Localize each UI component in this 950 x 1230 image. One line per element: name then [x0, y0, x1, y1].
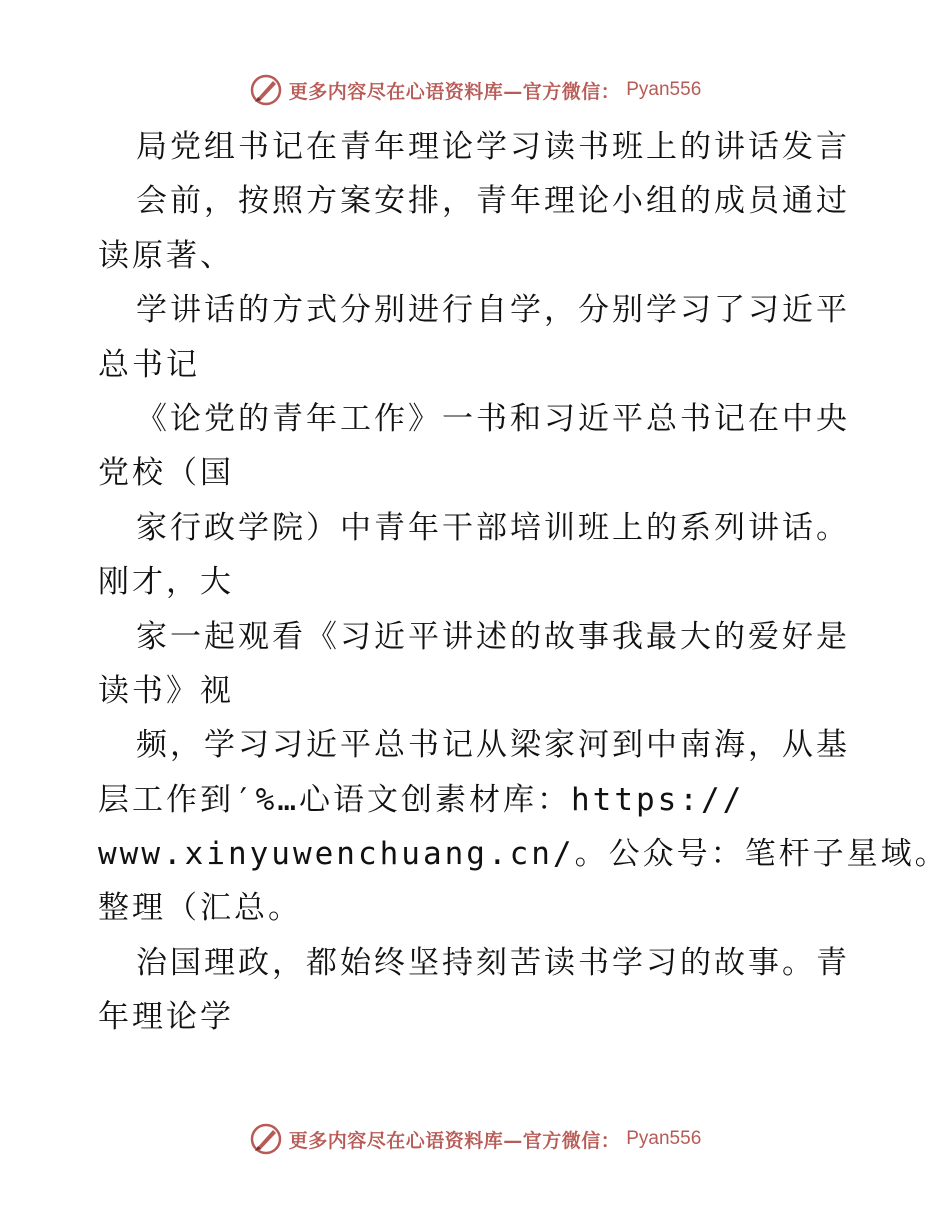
footer-banner-text: 更多内容尽在心语资料库—官方微信：: [288, 1129, 621, 1152]
quill-pen-logo-icon: [249, 1122, 283, 1156]
text-line: 读书》视: [98, 672, 234, 709]
text-line: 党校（国: [98, 455, 234, 492]
text-line: 频，学习习近平总书记从梁家河到中南海，从基: [136, 727, 850, 764]
text-line: 刚才，大: [98, 564, 234, 601]
text-line: 学讲话的方式分别进行自学，分别学习了习近平: [136, 292, 850, 329]
text-line: 年理论学: [98, 999, 234, 1036]
text-line: 家一起观看《习近平讲述的故事我最大的爱好是: [136, 618, 850, 655]
text-line: 治国理政，都始终坚持刻苦读书学习的故事。青: [136, 944, 850, 981]
text-line: www.xinyuwenchuang.cn/。公众号：笔杆子星域。: [98, 836, 949, 873]
text-line: 整理（汇总。: [98, 890, 302, 927]
header-banner-contact: Pyan556: [626, 79, 702, 100]
text-line: 《论党的青年工作》一书和习近平总书记在中央: [136, 400, 850, 437]
document-body: [98, 120, 949, 1045]
text-line: 会前，按照方案安排，青年理论小组的成员通过: [136, 183, 850, 220]
text-line: 读原著、: [98, 237, 234, 274]
header-banner-text: 更多内容尽在心语资料库—官方微信：: [288, 80, 621, 103]
text-line: 层工作到′%…心语文创素材库：https://: [98, 781, 745, 818]
quill-pen-logo-icon: [249, 73, 283, 107]
footer-banner-contact: Pyan556: [626, 1128, 702, 1149]
text-line: 总书记: [98, 346, 200, 383]
header-watermark-banner: [0, 70, 950, 110]
document-title: 局党组书记在青年理论学习读书班上的讲话发言: [136, 129, 850, 165]
footer-watermark-banner: [0, 1119, 950, 1159]
text-line: 家行政学院）中青年干部培训班上的系列讲话。: [136, 509, 850, 546]
